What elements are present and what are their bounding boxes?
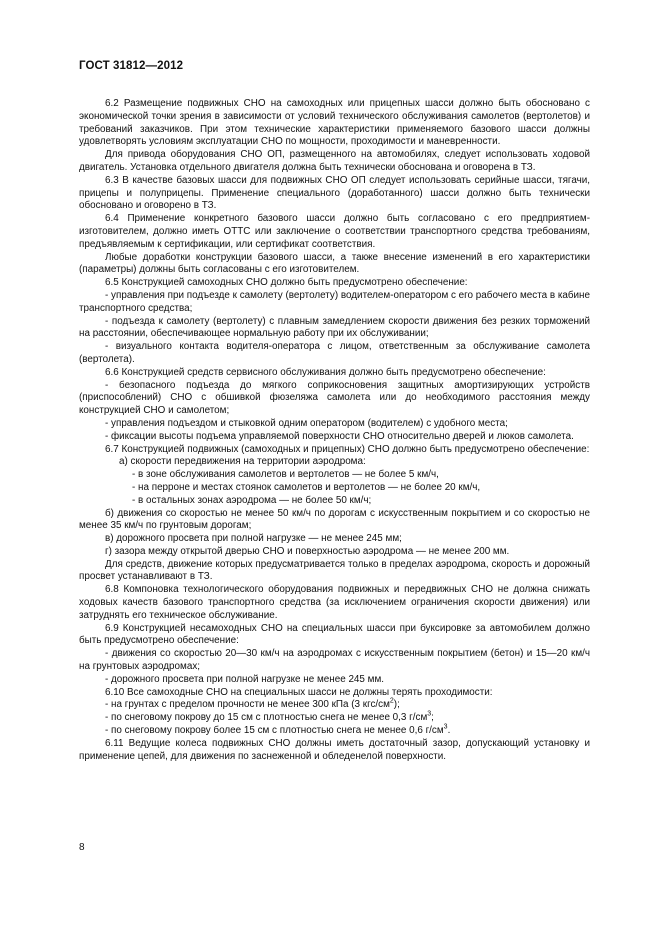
list-item: - движения со скоростью 20—30 км/ч на аэродромах с искусственным покрытием (бетон) и 15—20 км/ч на грунтовых аэродромах; <box>79 648 590 673</box>
list-item: а) скорости передвижения на территории аэродрома: <box>119 456 366 468</box>
list-item: - дорожного просвета при полной нагрузке не менее 245 мм. <box>105 673 384 685</box>
list-item: б) движения со скоростью не менее 50 км/ч по дорогам с искусственным покрытием и со скоростью не менее 35 км/ч по грунтовым дорогам; <box>79 507 590 532</box>
list-item: - управления при подъезде к самолету (вертолету) водителем-оператором с его рабочего места в кабине транспортного средства; <box>79 289 590 314</box>
page-number: 8 <box>79 842 85 853</box>
paragraph: 6.10 Все самоходные СНО на специальных шасси не должны терять проходимости: <box>105 686 493 698</box>
paragraph: Для привода оборудования СНО ОП, размещенного на автомобилях, следует использовать ходовой двигатель. Установка отдельного двигателя должна быть технически обоснована и оговорена в ТЗ. <box>79 149 590 173</box>
document-header: ГОСТ 31812—2012 <box>79 60 184 72</box>
paragraph: Для средств, движение которых предусматривается только в пределах аэродрома, скорость и дорожный просвет устанавливают в ТЗ. <box>79 558 590 583</box>
list-item: - по снеговому покрову более 15 см с плотностью снега не менее 0,6 $г/см^3$. <box>105 723 451 737</box>
list-item: г) зазора между открытой дверью СНО и поверхностью аэродрома — не менее 200 мм. <box>105 545 510 557</box>
paragraph: 6.8 Компоновка технологического оборудования подвижных и передвижных СНО не должна снижать ходовых качеств базового транспортного средства (за исключением ограничения скорости движения) или затруднять его техническое обслуживание. <box>79 584 590 621</box>
paragraph: 6.2 Размещение подвижных СНО на самоходных или прицепных шасси должно быть обосновано с экономической точки зрения в зависимости от условий технического обслуживания самолетов (вертолетов) и требований заказчиков. При этом технические характеристики применяемого базового шасси должны удовлетворять условиям эксплуатации СНО по мощности, проходимости и маневренности. <box>79 98 590 148</box>
list-item: - по снеговому покрову до 15 см с плотностью снега не менее 0,3 $г/см^3$; <box>105 710 434 724</box>
list-item: - на грунтах с пределом прочности не менее 300 кПа (3 кгс/$см^2$); <box>105 698 400 711</box>
paragraph: Любые доработки конструкции базового шасси, а также внесение изменений в его характеристики (параметры) должны быть согласованы с его изготовителем. <box>79 251 590 276</box>
list-item: - визуального контакта водителя-оператора с лицом, ответственным за обслуживание самолета (вертолета). <box>79 341 590 365</box>
list-item: - фиксации высоты подъема управляемой поверхности СНО относительно дверей и люков самолета. <box>105 430 574 442</box>
list-item: - безопасного подъезда до мягкого соприкосновения защитных амортизирующих устройств (приспособлений) СНО с обшивкой фюзеляжа самолета или до необходимого расстояния между конструкцией СНО и самолетом; <box>79 379 590 417</box>
paragraph: 6.9 Конструкцией несамоходных СНО на специальных шасси при буксировке за автомобилем должно быть предусмотрено обеспечение: <box>79 622 590 647</box>
document-body <box>79 98 590 763</box>
list-item: - в зоне обслуживания самолетов и вертолетов — не более 5 км/ч, <box>132 469 439 481</box>
paragraph: 6.11 Ведущие колеса подвижных СНО должны иметь достаточный зазор, допускающий установку и применение цепей, для движения по заснеженной и обледенелой поверхности. <box>79 737 590 762</box>
list-item: - подъезда к самолету (вертолету) с плавным замедлением скорости движения без резких торможений на расстоянии, обеспечивающее нормальную работу при их обслуживании; <box>79 315 590 340</box>
list-item: - на перроне и местах стоянок самолетов и вертолетов — не более 20 км/ч, <box>132 481 481 493</box>
paragraph: 6.7 Конструкцией подвижных (самоходных и прицепных) СНО должно быть предусмотрено обеспечение: <box>105 443 590 455</box>
paragraph: 6.4 Применение конкретного базового шасси должно быть согласовано с его предприятием-изготовителем, должно иметь ОТТС или заключение о соответствии транспортного средства требованиям, предъявляемым к сертификации, или сертификат соответствия. <box>79 213 590 250</box>
paragraph: 6.6 Конструкцией средств сервисного обслуживания должно быть предусмотрено обеспечение: <box>105 366 546 378</box>
list-item: в) дорожного просвета при полной нагрузке — не менее 245 мм; <box>105 533 402 545</box>
list-item: - управления подъездом и стыковкой одним оператором (водителем) с удобного места; <box>105 417 508 429</box>
paragraph: 6.3 В качестве базовых шасси для подвижных СНО ОП следует использовать серийные шасси, тягачи, прицепы и полуприцепы. Применение специального (доработанного) шасси должно быть технически обосновано и оговорено в ТЗ. <box>79 174 590 212</box>
list-item: - в остальных зонах аэродрома — не более 50 км/ч; <box>132 494 372 506</box>
paragraph: 6.5 Конструкцией самоходных СНО должно быть предусмотрено обеспечение: <box>105 277 468 289</box>
